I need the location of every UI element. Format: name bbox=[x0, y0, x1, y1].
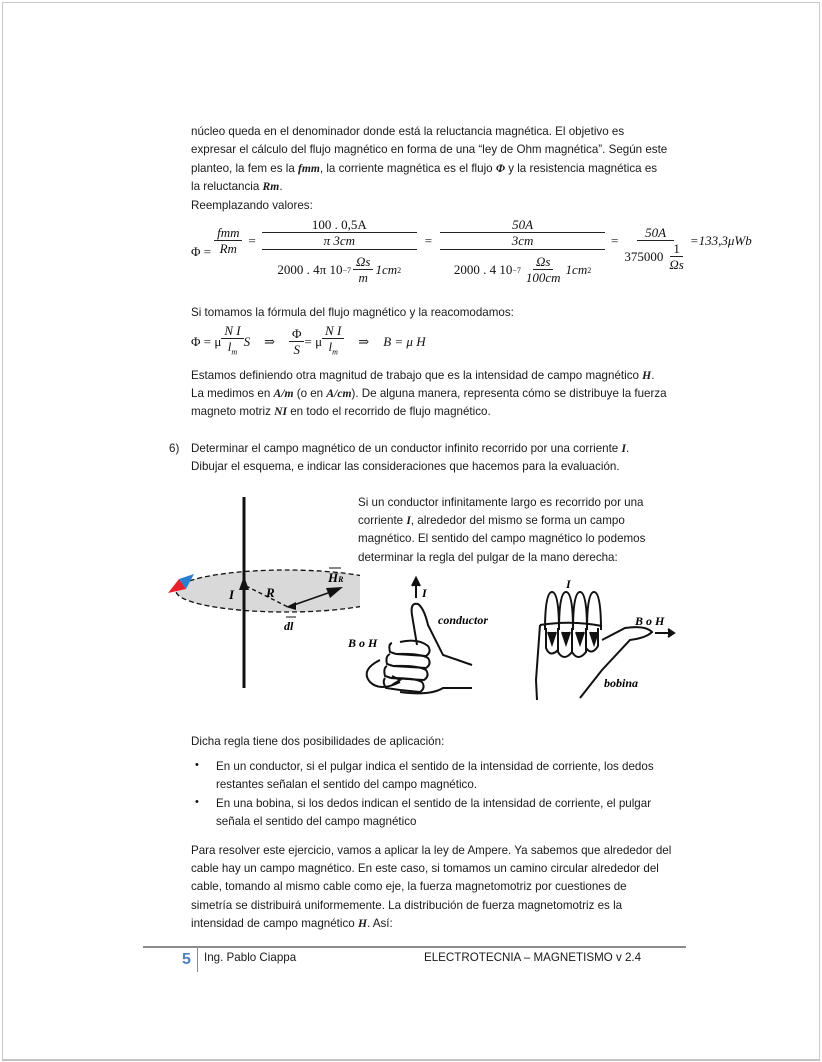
footer-doc-title: ELECTROTECNIA – MAGNETISMO v 2.4 bbox=[424, 951, 642, 964]
text-span: (o en bbox=[293, 387, 327, 400]
den-part: 375000 bbox=[624, 248, 664, 264]
denominator: Rm bbox=[219, 240, 237, 256]
denominator bbox=[325, 339, 340, 361]
bullet-icon: • bbox=[195, 796, 199, 808]
footer-rule bbox=[143, 946, 686, 948]
text-line bbox=[191, 178, 283, 196]
text-line bbox=[358, 512, 625, 530]
text-span: magneto motriz bbox=[191, 405, 275, 418]
text-line bbox=[191, 440, 629, 458]
numerator: 50A bbox=[440, 217, 605, 233]
i-symbol: I bbox=[621, 442, 626, 455]
text-line: cable hay un campo magnético. En este caso, si tomamos un camino circular alrededor del bbox=[191, 862, 659, 875]
fraction-step-1 bbox=[262, 217, 417, 286]
text-span: Determinar el campo magnético de un conductor infinito recorrido por una corriente bbox=[191, 442, 622, 455]
bullet-icon: • bbox=[195, 759, 199, 771]
label-bobina: bobina bbox=[604, 676, 639, 690]
eq-part: S bbox=[243, 333, 251, 349]
unit-den: 100cm bbox=[525, 270, 561, 285]
subscript: m bbox=[332, 347, 338, 357]
rule-intro: Dicha regla tiene dos posibilidades de aplicación: bbox=[191, 735, 445, 748]
label-dl: dl bbox=[284, 619, 294, 633]
label-b-o-h-right: B o H bbox=[635, 614, 665, 628]
text-span: , la corriente magnética es el flujo bbox=[319, 162, 496, 175]
eq-part: = μ bbox=[304, 333, 323, 349]
page-number: 5 bbox=[182, 951, 191, 968]
text-span: . Así: bbox=[366, 917, 393, 930]
numerator: N I bbox=[322, 323, 344, 339]
unit-num: Ωs bbox=[353, 254, 373, 270]
text-line: Para resolver este ejercicio, vamos a aplicar la ley de Ampere. Ya sabemos que alrededor del bbox=[191, 844, 672, 857]
text-span: corriente bbox=[358, 514, 407, 527]
rm-symbol: Rm bbox=[262, 180, 280, 193]
equation-b-mu-h bbox=[191, 323, 426, 361]
text-span: . bbox=[279, 180, 283, 193]
text-line bbox=[191, 403, 491, 421]
text-line bbox=[191, 385, 667, 403]
text-line bbox=[191, 160, 657, 178]
footer-divider bbox=[197, 947, 198, 972]
text-line: simetría se distribuirá uniformemente. La distribución de fuerza magnetomotriz es la bbox=[191, 899, 623, 912]
equation-result: =133,3μWb bbox=[689, 232, 752, 248]
rearrange-text: Si tomamos la fórmula del flujo magnético y la reacomodamos: bbox=[191, 306, 514, 319]
fraction-step-3 bbox=[624, 225, 686, 273]
label-conductor: conductor bbox=[438, 613, 489, 627]
text-span: Estamos definiendo otra magnitud de trabajo que es la intensidad de campo magnético bbox=[191, 369, 643, 382]
exponent: −7 bbox=[512, 265, 521, 275]
bullet-line: señala el sentido del campo magnético bbox=[216, 815, 417, 828]
eq-lhs: Φ = bbox=[191, 243, 212, 259]
text-line: Si un conductor infinitamente largo es recorrido por una bbox=[358, 496, 644, 509]
footer-author: Ing. Pablo Ciappa bbox=[204, 951, 297, 964]
label-i: I bbox=[229, 587, 235, 602]
numerator: 50A bbox=[637, 225, 674, 241]
unit-fraction bbox=[353, 254, 373, 286]
h-symbol: H bbox=[642, 369, 652, 382]
ni-symbol: NI bbox=[274, 405, 288, 418]
numerator: fmm bbox=[214, 225, 242, 241]
label-r: R bbox=[266, 585, 275, 600]
bullet-line: restantes señalan el sentido del campo magnético. bbox=[216, 778, 478, 791]
bullet-line: En un conductor, si el pulgar indica el sentido de la intensidad de corriente, los dedos bbox=[216, 760, 654, 773]
text-span: ). De alguna manera, representa cómo se distribuye la fuerza bbox=[351, 387, 667, 400]
den-part: 1cm bbox=[565, 262, 588, 277]
eq-final: B = μ H bbox=[383, 333, 426, 349]
denominator bbox=[225, 339, 240, 361]
unit-num: Ωs bbox=[533, 254, 553, 270]
text-span: la reluctancia bbox=[191, 180, 263, 193]
unit-den: m bbox=[358, 270, 368, 285]
thumb-up-hand-icon bbox=[367, 578, 472, 693]
label-i-left: I bbox=[422, 586, 427, 600]
unit-fraction bbox=[666, 241, 686, 273]
implies-arrow: ⇒ bbox=[264, 333, 275, 349]
lm-symbol: l bbox=[227, 339, 232, 354]
fraction-ni-lm bbox=[221, 323, 243, 361]
fmm-symbol: fmm bbox=[297, 162, 320, 175]
text-span: planteo, la fem es la bbox=[191, 162, 298, 175]
fraction-ni-lm bbox=[322, 323, 344, 361]
numerator: N I bbox=[221, 323, 243, 339]
text-span: intensidad de campo magnético bbox=[191, 917, 358, 930]
exponent: 2 bbox=[397, 265, 402, 275]
inner-fraction bbox=[262, 217, 417, 250]
bullet-line: En una bobina, si los dedos indican el sentido de la intensidad de corriente, el pulgar bbox=[216, 797, 652, 810]
text-span: , alrededor del mismo se forma un campo bbox=[410, 514, 625, 527]
unit-symbol: A/cm bbox=[326, 387, 352, 400]
text-span: en todo el recorrido de flujo magnético. bbox=[287, 405, 491, 418]
numerator: Φ bbox=[289, 326, 305, 342]
denominator: S bbox=[293, 341, 300, 357]
fraction-phi-s bbox=[289, 326, 305, 358]
phi-symbol: Φ bbox=[495, 162, 505, 175]
unit-symbol: A/m bbox=[273, 387, 294, 400]
denominator-row bbox=[277, 250, 401, 286]
denominator: 3cm bbox=[511, 233, 534, 248]
equation-flux-calculation bbox=[191, 217, 752, 286]
implies-arrow: ⇒ bbox=[358, 333, 370, 349]
i-symbol: I bbox=[406, 514, 411, 527]
inner-fraction bbox=[440, 217, 605, 250]
den-part: 2000 . 4 10 bbox=[453, 262, 513, 277]
equals-sign: = bbox=[248, 232, 256, 248]
exponent: −7 bbox=[342, 265, 351, 275]
eq-part: Φ = μ bbox=[191, 333, 222, 349]
fraction-step-2 bbox=[440, 217, 605, 286]
equals-sign: = bbox=[424, 232, 433, 248]
exponent: 2 bbox=[587, 265, 592, 275]
label-i-right: I bbox=[566, 577, 571, 591]
text-line: cable, tomando al mismo cable como eje, la fuerza magnetomotriz por cuestiones de bbox=[191, 880, 627, 893]
text-span: . bbox=[626, 442, 630, 455]
unit-num: 1 bbox=[670, 241, 683, 257]
denominator-row bbox=[624, 241, 686, 273]
conductor-field-diagram bbox=[160, 490, 360, 705]
label-sub-r: R bbox=[338, 575, 344, 584]
text-span: y la resistencia magnética es bbox=[504, 162, 658, 175]
den-part: 2000 . 4π 10 bbox=[277, 262, 343, 277]
unit-fraction bbox=[523, 254, 564, 286]
numerator: 100 . 0,5A bbox=[262, 217, 417, 233]
label-b-o-h-left: B o H bbox=[348, 636, 378, 650]
text-line bbox=[191, 367, 654, 385]
equals-sign: = bbox=[611, 232, 619, 248]
text-line: determinar la regla del pulgar de la mano derecha: bbox=[358, 551, 618, 564]
right-hand-rule-diagram bbox=[340, 570, 690, 710]
denominator: π 3cm bbox=[323, 233, 355, 248]
h-symbol: H bbox=[357, 917, 367, 930]
text-line: magnético. El sentido del campo magnético lo podemos bbox=[358, 532, 646, 545]
lm-symbol: l bbox=[328, 339, 333, 354]
fraction-fmm-rm bbox=[214, 225, 242, 257]
text-line bbox=[191, 915, 393, 933]
text-span: . bbox=[651, 369, 655, 382]
den-part: 1cm bbox=[375, 262, 398, 277]
unit-den: Ωs bbox=[669, 256, 684, 272]
text-line: Dibujar el esquema, e indicar las consideraciones que hacemos para la evaluación. bbox=[191, 460, 620, 473]
denominator-row bbox=[454, 250, 591, 286]
text-span: La medimos en bbox=[191, 387, 274, 400]
subscript: m bbox=[231, 347, 238, 357]
label-h: H bbox=[328, 570, 339, 585]
text-line: núcleo queda en el denominador donde está la reluctancia magnética. El objetivo es bbox=[191, 125, 625, 138]
text-line: expresar el cálculo del flujo magnético en forma de una “ley de Ohm magnética”. Según este bbox=[191, 143, 668, 156]
text-line: Reemplazando valores: bbox=[191, 199, 313, 212]
exercise-number: 6) bbox=[169, 442, 180, 455]
